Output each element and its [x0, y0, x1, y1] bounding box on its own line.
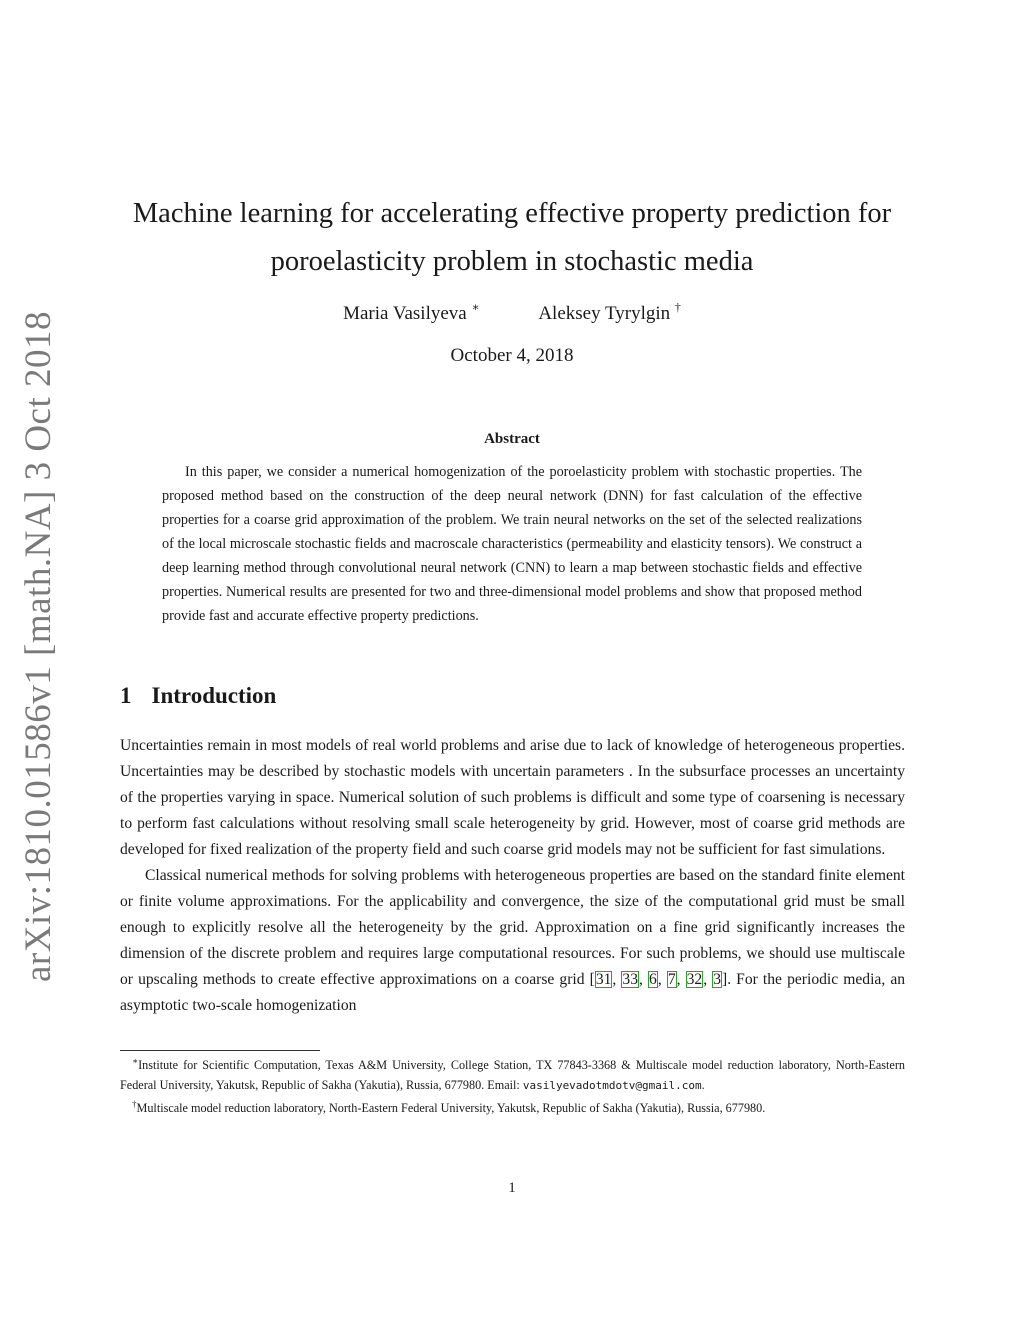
- paragraph-2-text: Classical numerical methods for solving problems with heterogeneous properties are based on the standard finite element or finite volume approximations. For the applicability and convergence, the size of the computational grid must be small enough to explicitly resolve all the heterogeneity by the grid. Approximation on a fine grid significantly increases the dimension of the discrete problem and requires large computational resources. For such problems, we should use multiscale or upscaling methods to create effective approximations on a coarse grid [: [120, 867, 905, 988]
- author-2: [538, 300, 681, 324]
- author-2-name: Aleksey Tyrylgin: [538, 303, 671, 324]
- citation-link[interactable]: 7: [667, 971, 676, 988]
- citation-link[interactable]: 31: [595, 971, 612, 988]
- footnote-1: [120, 1052, 905, 1095]
- arxiv-sidebar-stamp: [8, 310, 68, 982]
- citation-link[interactable]: 3: [713, 971, 721, 988]
- paragraph-1: Uncertainties remain in most models of real world problems and arise due to lack of knowledge of heterogeneous properties. Uncertainties may be described by stochastic models with uncertain parameters . In the subsurface processes an uncertainty of the properties varying in space. Numerical solution of such problems is difficult and some type of coarsening is necessary to perform fast calculations without resolving small scale heterogeneity by grid. However, most of coarse grid methods are developed for fixed realization of the property field and such coarse grid models may not be sufficient for fast simulations.: [120, 737, 905, 858]
- author-1: [343, 300, 480, 324]
- footnote-1-end: .: [701, 1077, 705, 1092]
- page-number: 1: [508, 1180, 516, 1196]
- footnote-email[interactable]: vasilyevadotmdotv@gmail.com: [522, 1078, 702, 1092]
- paper-date: October 4, 2018: [450, 345, 574, 366]
- author-list: [110, 300, 914, 325]
- citation-separator: ,: [657, 971, 667, 988]
- footnote-2-mark: †: [132, 1099, 137, 1109]
- citation-separator: ,: [639, 971, 649, 988]
- citation-separator: ,: [612, 971, 622, 988]
- paragraph-2: [120, 863, 905, 1019]
- section-heading: [120, 683, 276, 709]
- abstract-heading: Abstract: [484, 431, 540, 447]
- arxiv-id: arXiv:1810.01586v1 [math.NA] 3 Oct 2018: [17, 310, 59, 982]
- section-number: 1: [120, 683, 132, 708]
- footnote-rule: [120, 1050, 320, 1051]
- body-text: [120, 733, 905, 1019]
- author-1-mark: ∗: [471, 300, 480, 314]
- section-title: Introduction: [151, 683, 277, 708]
- citation-separator: ,: [676, 971, 686, 988]
- footnote-2-text: Multiscale model reduction laboratory, North-Eastern Federal University, Yakutsk, Republic of Sakha (Yakutia), Russia, 677980.: [136, 1101, 766, 1115]
- citation-separator: ,: [703, 971, 713, 988]
- author-2-mark: †: [674, 300, 681, 314]
- title-line-2: poroelasticity problem in stochastic media: [270, 246, 754, 277]
- citation-link[interactable]: 6: [649, 971, 657, 988]
- citation-link[interactable]: 33: [622, 971, 639, 988]
- footnote-2: [120, 1095, 905, 1119]
- citation-link[interactable]: 32: [686, 971, 703, 988]
- paragraph-2-end: ]. For the periodic media, an asymptotic two-scale homogenization: [120, 971, 906, 1014]
- abstract-text: In this paper, we consider a numerical homogenization of the poroelasticity problem with stochastic properties. The proposed method based on the construction of the deep neural network (DNN) for fast calculation of the effective properties for a coarse grid approximation of the problem. We train neural networks on the set of the selected realizations of the local microscale stochastic fields and macroscale characteristics (permeability and elasticity tensors). We construct a deep learning method through convolutional neural network (CNN) to learn a map between stochastic fields and effective properties. Numerical results are presented for two and three-dimensional model problems and show that proposed method provide fast and accurate effective property predictions.: [162, 464, 862, 624]
- footnote-1-text: Institute for Scientific Computation, Texas A&M University, College Station, TX 77843-3368 & Multiscale model reduction laboratory, North-Eastern Federal University, Yakutsk, Republic of Sakha (Yakutia), Russia, 677980. Email:: [120, 1058, 905, 1092]
- footnotes: [120, 1052, 905, 1119]
- title-line-1: Machine learning for accelerating effective property prediction for: [132, 198, 892, 229]
- author-1-name: Maria Vasilyeva: [343, 303, 467, 324]
- footnote-1-mark: ∗: [132, 1056, 139, 1066]
- paper-title: [110, 190, 914, 286]
